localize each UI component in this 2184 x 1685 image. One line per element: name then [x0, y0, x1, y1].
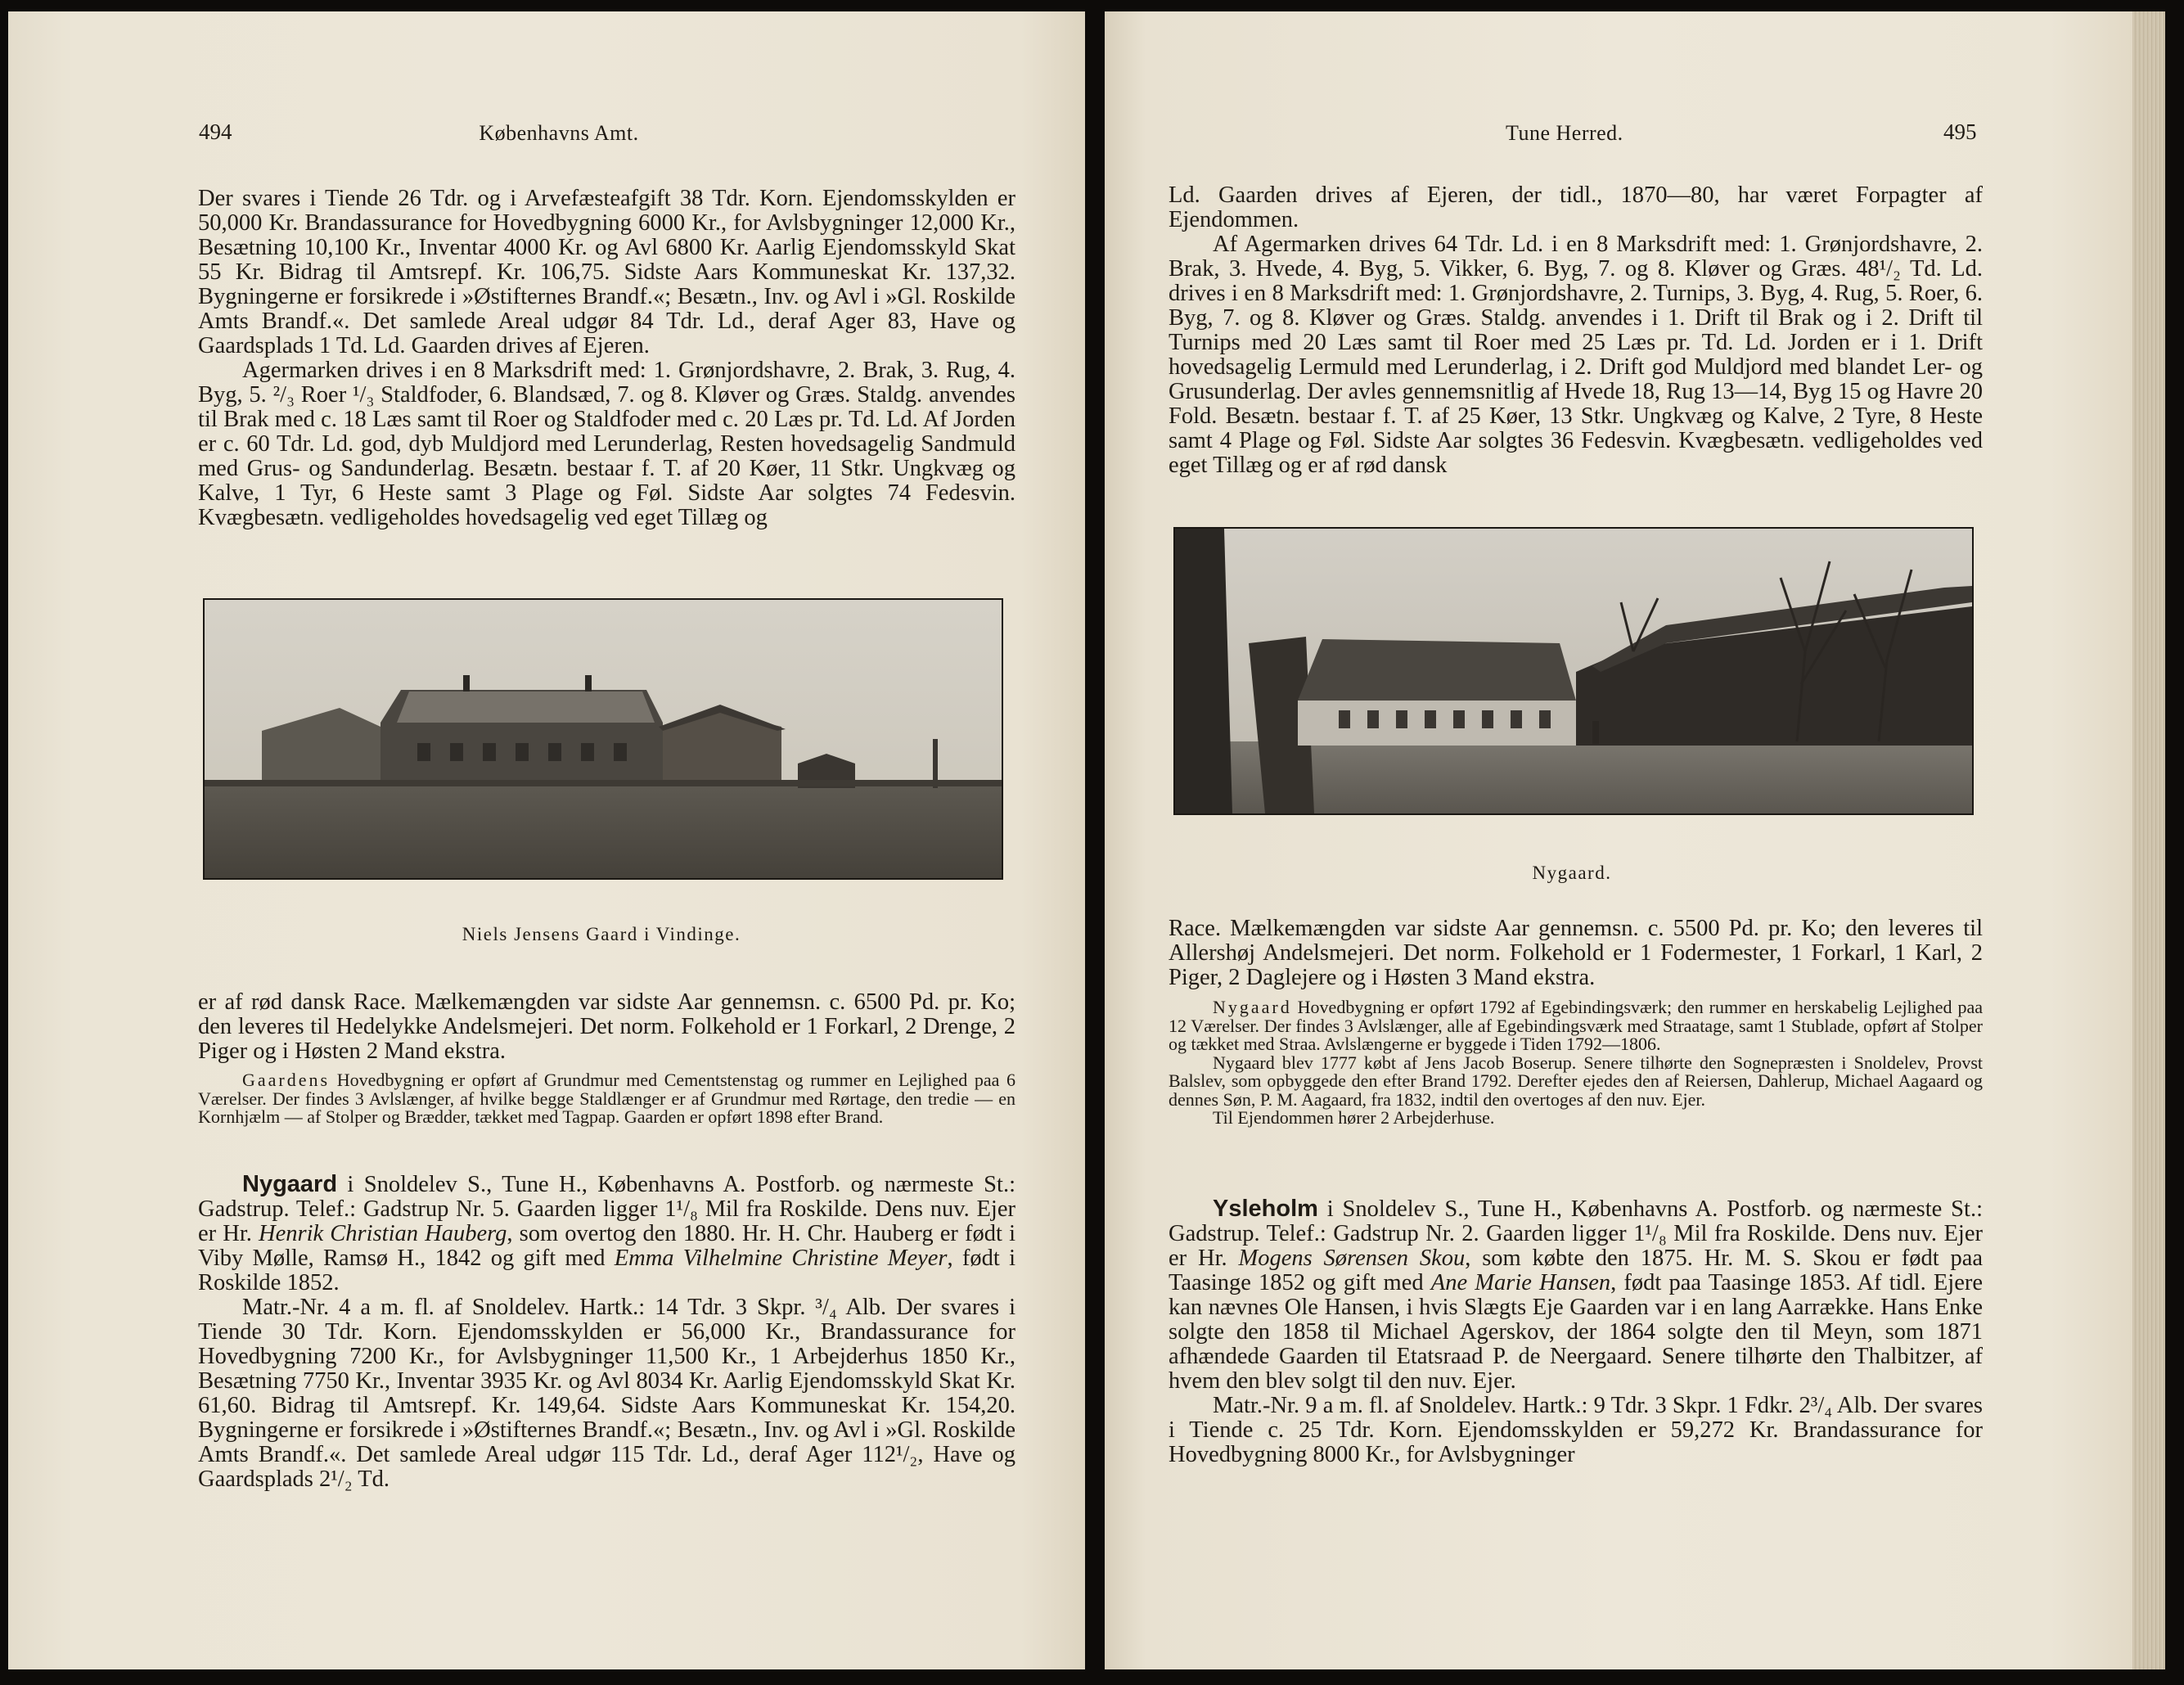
note-block	[198, 1071, 1015, 1127]
farm-photo	[1173, 527, 1974, 815]
entry-title: Nygaard	[242, 1171, 338, 1197]
paragraph: Af Agermarken drives 64 Tdr. Ld. i en 8 Marksdrift med: 1. Grønjordshavre, 2. Brak, 3. Hvede, 4. Byg, 5. Vikker, 6. Byg, 7. og 8. Kløver og Græs. 48¹/₂ Td. Ld. drives i en 8 Marksdrift med: 1. Grønjordshavre, 2. Turnips, 3. Byg, 4. Rug, 5. Roer, 6. Byg, 7. og 8. Kløver og Græs. Staldg. anvendes i 1. Drift til Brak og i 2. Drift til Turnips med 20 Læs samt til Roer med 25 Læs pr. Td. Ld. Jorden er i 1. Drift hovedsagelig Lermuld med Lerunderlag, i 2. Drift god Muldjord med blandet Ler- og Grusunderlag. Der avles gennemsnitlig af Hvede 18, Rug 13—14, Byg 15 og Havre 20 Fold. Besætn. bestaar f. T. af 25 Køer, 13 Stkr. Ungkvæg og Kalve, 2 Tyre, 8 Heste samt 4 Plage og Føl. Sidste Aar solgtes 36 Fedesvin. Kvægbesætn. vedligeholdes ved eget Tillæg og er af rød dansk	[1169, 232, 1983, 478]
owner-name: Henrik Christian Hauberg	[259, 1221, 507, 1246]
entry-nygaard	[198, 1172, 1015, 1492]
page-number: 494	[199, 119, 232, 144]
paragraph: er af rød dansk Race. Mælkemængden var sidste Aar gennemsn. c. 6500 Pd. pr. Ko; den leveres til Hedelykke Andelsmejeri. Det norm. Folkehold er 1 Forkarl, 2 Drenge, 2 Piger og i Høsten 2 Mand ekstra.	[198, 989, 1015, 1064]
entry-text: , født i Roskilde 1852.	[198, 1246, 1016, 1295]
page-edges	[2132, 11, 2165, 1669]
note-paragraph: Nygaard blev 1777 købt af Jens Jacob Boserup. Senere tilhørte den Sognepræsten i Snoldelev, Provst Balslev, som opbyggede den efter Brand 1792. Derefter ejedes den af Reiersen, Dahlerup, Michael Aagaard og dennes Søn, P. M. Aagaard, fra 1832, indtil den overtoges af den nuv. Ejer.	[1169, 1052, 1983, 1110]
entry-ysleholm	[1169, 1196, 1983, 1467]
entry-text: , som overtog den 1880. Hr. H. Chr. Hauberg er født i Viby Mølle, Ramsø H., 1842 og gift med	[198, 1221, 1016, 1271]
owner-name: Mogens Sørensen Skou	[1238, 1246, 1466, 1271]
paragraph: Matr.-Nr. 9 a m. fl. af Snoldelev. Hartk.: 9 Tdr. 3 Skpr. 1 Fdkr. 2³/₄ Alb. Der svares i Tiende c. 25 Tdr. Korn. Ejendomsskylden er 59,272 Kr. Brandassurance for Hovedbygning 8000 Kr., for Avlsbygninger	[1169, 1393, 1983, 1467]
note-paragraph: Til Ejendommen hører 2 Arbejderhuse.	[1213, 1107, 1495, 1128]
entry-title: Ysleholm	[1213, 1196, 1318, 1222]
note-lead: Gaardens	[242, 1070, 331, 1090]
right-page	[1105, 11, 2132, 1669]
text-block-middle	[1169, 917, 1983, 990]
note-block	[1169, 998, 1983, 1128]
book-gutter	[1085, 0, 1105, 1685]
note-text: Hovedbygning er opført 1792 af Egebindingsværk; den rummer en herskabelig Lejlighed paa 12 Værelser. Der findes 3 Avlslænger, alle af Egebindingsværk med Straatage, samt 1 Stublade, opført af Stolper og tækket med Straa. Avlslængerne er byggede i Tiden 1792—1806.	[1169, 997, 1983, 1054]
running-head: Tune Herred.	[1506, 121, 1623, 145]
left-page	[8, 11, 1085, 1669]
text-block-top	[198, 187, 1015, 530]
entry-text: i Snoldelev S., Tune H., Københavns A. Postforb. og nærmeste St.: Gadstrup. Telef.: Gadstrup Nr. 2. Gaarden ligger 1¹/₈ Mil fra Roskilde. Dens nuv. Ejer er Hr.	[1169, 1196, 1983, 1271]
text-block-top	[1169, 183, 1983, 478]
page-number: 495	[1943, 119, 1977, 144]
paragraph: Matr.-Nr. 4 a m. fl. af Snoldelev. Hartk.: 14 Tdr. 3 Skpr. ³/₄ Alb. Der svares i Tiende 30 Tdr. Korn. Ejendomsskylden er 56,000 Kr., Brandassurance for Hovedbygning 7200 Kr., for Avlsbygninger 11,500 Kr., 1 Arbejderhus 1850 Kr., Besætning 7750 Kr., Inventar 3935 Kr. og Avl 8034 Kr. Aarlig Ejendomsskyld Skat Kr. 61,60. Bidrag til Amtsrepf. Kr. 149,64. Sidste Aars Kommuneskat Kr. 154,20. Bygningerne er forsikrede i »Østifternes Brandf.«; Besætn., Inv. og Avl i »Gl. Roskilde Amts Brandf.«. Det samlede Areal udgør 115 Tdr. Ld., deraf Ager 112¹/₂, Have og Gaardsplads 2¹/₂ Td.	[198, 1295, 1015, 1492]
entry-text: , født paa Taasinge 1853. Af tidl. Ejere kan nævnes Ole Hansen, i hvis Slægts Eje Gaarden var i en lang Aarrække. Hans Enke solgte den 1858 til Michael Agerskov, der 1864 solgte den til Meyn, som 1871 afhændede Gaarden til Etatsraad P. de Neergaard. Senere tilhørte den Thalbitzer, af hvem den blev solgt til den nuv. Ejer.	[1169, 1270, 1983, 1394]
farm-photo	[203, 598, 1003, 880]
text-block-middle	[198, 990, 1015, 1064]
paragraph: Race. Mælkemængden var sidste Aar gennemsn. c. 5500 Pd. pr. Ko; den leveres til Allershøj Andelsmejeri. Det norm. Folkehold er 1 Fodermester, 1 Forkarl, 1 Karl, 2 Piger, 2 Daglejere og i Høsten 3 Mand ekstra.	[1169, 916, 1983, 990]
paragraph: Agermarken drives i en 8 Marksdrift med: 1. Grønjordshavre, 2. Brak, 3. Rug, 4. Byg, 5. ²/₃ Roer ¹/₃ Staldfoder, 6. Blandsæd, 7. og 8. Kløver og Græs. Staldg. anvendes til Brak med c. 18 Læs samt til Roer og Staldfoder med c. 20 Læs pr. Td. Ld. Af Jorden er c. 60 Tdr. Ld. god, dyb Muldjord med Lerunderlag, Resten hovedsagelig Sandmuld med Grus- og Sandunderlag. Besætn. bestaar f. T. af 20 Køer, 11 Stkr. Ungkvæg og Kalve, 1 Tyr, 6 Heste samt 3 Plage og Føl. Sidste Aar solgtes 74 Fedesvin. Kvægbesætn. vedligeholdes hovedsagelig ved eget Tillæg og	[198, 358, 1015, 530]
photo-caption: Nygaard.	[1532, 863, 1612, 883]
running-head: Københavns Amt.	[479, 121, 639, 145]
wife-name: Ane Marie Hansen	[1430, 1270, 1611, 1295]
note-lead: Nygaard	[1213, 997, 1292, 1017]
entry-text: , som købte den 1875. Hr. M. S. Skou er født paa Taasinge 1852 og gift med	[1169, 1246, 1984, 1295]
entry-text: i Snoldelev S., Tune H., Københavns A. Postforb. og nærmeste St.: Gadstrup. Telef.: Gadstrup Nr. 5. Gaarden ligger 1¹/₈ Mil fra Roskilde. Dens nuv. Ejer er Hr.	[198, 1172, 1015, 1246]
photo-caption: Niels Jensens Gaard i Vindinge.	[462, 924, 741, 944]
paragraph: Ld. Gaarden drives af Ejeren, der tidl., 1870—80, har været Forpagter af Ejendommen.	[1169, 182, 1983, 232]
paragraph: Der svares i Tiende 26 Tdr. og i Arvefæsteafgift 38 Tdr. Korn. Ejendomsskylden er 50,000 Kr. Brandassurance for Hovedbygning 6000 Kr., for Avlsbygninger 12,000 Kr., Besætning 10,100 Kr., Inventar 4000 Kr. og Avl 6800 Kr. Aarlig Ejendomsskyld Skat 55 Kr. Bidrag til Amtsrepf. Kr. 106,75. Sidste Aars Kommuneskat Kr. 137,32. Bygningerne er forsikrede i »Østifternes Brandf.«; Besætn., Inv. og Avl i »Gl. Roskilde Amts Brandf.«. Det samlede Areal udgør 84 Tdr. Ld., deraf Ager 83, Have og Gaardsplads 1 Td. Ld. Gaarden drives af Ejeren.	[198, 186, 1015, 358]
wife-name: Emma Vilhelmine Christine Meyer	[614, 1246, 948, 1271]
note-text: Hovedbygning er opført af Grundmur med Cementstenstag og rummer en Lejlighed paa 6 Værelser. Der findes 3 Avlslænger, af hvilke begge Staldlænger er af Grundmur med Rørtage, den tredie — en Kornhjælm — af Stolper og Brædder, tækket med Tagpap. Gaarden er opført 1898 efter Brand.	[198, 1070, 1015, 1127]
